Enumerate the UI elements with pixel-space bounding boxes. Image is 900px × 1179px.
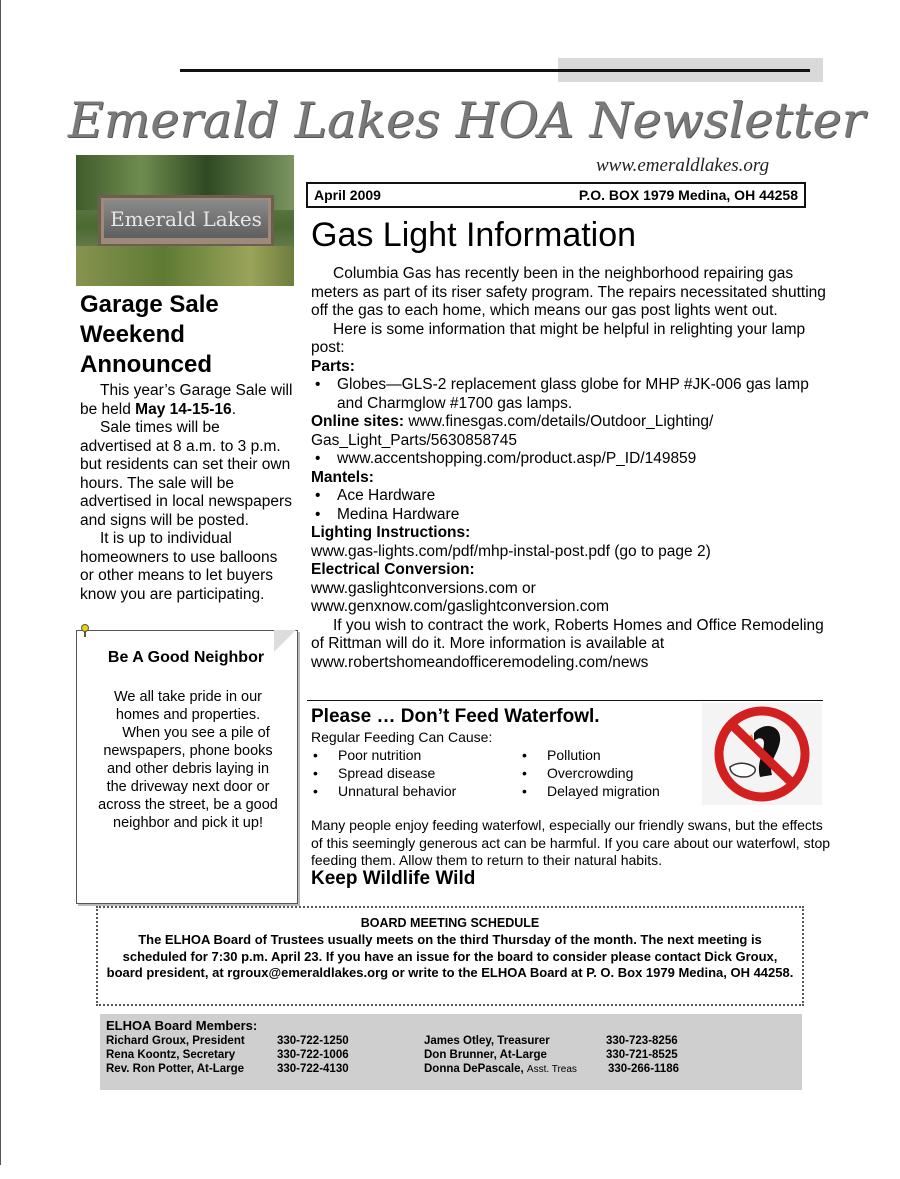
waterfowl-closing: Keep Wildlife Wild [311, 868, 476, 889]
entrance-sign-photo [76, 155, 294, 286]
list-item: • Pollution [520, 746, 700, 764]
newsletter-title: Emerald Lakes HOA Newsletter [68, 92, 865, 149]
good-neighbor-p1: We all take pride in our homes and properties. [113, 689, 263, 723]
photo-shrubs [76, 246, 294, 286]
good-neighbor-title: Be A Good Neighbor [107, 649, 265, 666]
mantels-item-1: • Ace Hardware [311, 487, 831, 506]
garage-sale-p3: It is up to individual homeowners to use balloons or other means to let buyers know you are participating. [80, 530, 278, 603]
gas-light-title: Gas Light Information [311, 216, 637, 254]
section-divider [307, 700, 823, 701]
remodeling-link[interactable]: www.robertshomeandofficeremodeling.com/news [311, 653, 649, 671]
garage-sale-p1 [80, 382, 294, 419]
website-link[interactable]: www.emeraldlakes.org [596, 155, 770, 176]
garage-sale-body [80, 382, 294, 604]
parts-item: • Globes—GLS-2 replacement glass globe for MHP #JK-006 gas lamp and Charmglow #1700 gas lamps. [311, 376, 831, 413]
garage-sale-title: Garage Sale Weekend Announced [80, 291, 219, 378]
issue-bar [306, 182, 806, 208]
waterfowl-subtitle: Regular Feeding Can Cause: [311, 729, 493, 745]
online-link-2[interactable]: • www.accentshopping.com/product.asp/P_ID/149859 [311, 450, 831, 469]
board-member-name: Richard Groux, President [106, 1035, 245, 1047]
board-member-phone: 330-722-1006 [277, 1049, 349, 1061]
mantels-heading: Mantels: [311, 468, 374, 486]
board-member-phone: 330-722-4130 [277, 1063, 349, 1075]
gas-p3: If you wish to contract the work, Roberts Homes and Office Remodeling of Rittman will do it. More information is available at [311, 616, 824, 652]
meeting-body: The ELHOA Board of Trustees usually meets on the third Thursday of the month. The next meeting is scheduled for 7:30 p.m. April 23. If you have an issue for the board to consider please contact Dick Groux, board president, at rgroux@emeraldlakes.org or write to the ELHOA Board at P. O. Box 1979 Medina, OH 44258. [106, 932, 794, 980]
board-member-role: Asst. Treas [526, 1064, 577, 1075]
header-rule [180, 69, 810, 72]
list-item: • Poor nutrition [311, 746, 511, 764]
board-member-name: Don Brunner, At-Large [424, 1049, 547, 1061]
meeting-title: BOARD MEETING SCHEDULE [360, 916, 540, 930]
board-member-name: Rev. Ron Potter, At-Large [106, 1063, 245, 1075]
gas-light-article [311, 265, 831, 672]
gas-p1: Columbia Gas has recently been in the neighborhood repairing gas meters as part of its riser safety program. The repairs necessitated shutting off the gas to each home, which means our gas post lights went out. [311, 265, 826, 319]
board-member-phone: 330-723-8256 [606, 1035, 678, 1047]
board-members-title: ELHOA Board Members: [106, 1018, 258, 1033]
board-member-phone: 330-722-1250 [277, 1035, 349, 1047]
electric-heading: Electrical Conversion: [311, 561, 475, 578]
gas-p2: Here is some information that might be helpful in relighting your lamp post: [311, 320, 806, 356]
board-member-name: Rena Koontz, Secretary [106, 1049, 236, 1061]
good-neighbor-p2: When you see a pile of newspapers, phone books and other debris laying in the driveway next door or across the street, be a good neighbor and pick it up! [98, 725, 278, 831]
page-edge [0, 0, 1, 1165]
waterfowl-list-1 [311, 746, 511, 800]
garage-sale-p2: Sale times will be advertised at 8 a.m. to 3 p.m. but residents can set their own hours. The sale will be advertised in local newspapers and signs will be posted. [80, 419, 292, 529]
lighting-heading: Lighting Instructions: [311, 524, 471, 541]
good-neighbor-body [96, 688, 280, 832]
board-member-phone: 330-721-8525 [606, 1049, 678, 1061]
parts-heading: Parts: [311, 357, 355, 375]
garage-sale-dates: May 14-15-16 [135, 400, 232, 418]
online-heading: Online sites: [311, 413, 405, 430]
waterfowl-paragraph: Many people enjoy feeding waterfowl, especially our friendly swans, but the effects of this seemingly generous act can be harmful. If you care about our waterfowl, stop feeding them. Allow them to return to their natural habits. [311, 817, 831, 868]
electric-link-1[interactable]: www.gaslightconversions.com or [311, 579, 536, 597]
no-feeding-sign-icon [702, 703, 822, 805]
waterfowl-list-2 [520, 746, 700, 800]
board-member-name-text: Donna DePascale, [424, 1063, 527, 1075]
board-member-name: James Otley, Treasurer [424, 1035, 550, 1047]
list-item: • Overcrowding [520, 764, 700, 782]
garage-sale-p1-text: This year’s Garage Sale will be held [80, 382, 293, 418]
list-item: • Spread disease [311, 764, 511, 782]
board-member-name [424, 1063, 577, 1075]
garage-sale-p1-end: . [231, 400, 236, 418]
board-member-phone: 330-266-1186 [608, 1063, 679, 1075]
photo-sign-text: Emerald Lakes [104, 200, 268, 238]
waterfowl-title: Please … Don’t Feed Waterfowl. [311, 706, 600, 727]
list-item: • Delayed migration [520, 782, 700, 800]
lighting-link[interactable]: www.gas-lights.com/pdf/mhp-instal-post.pdf (go to page 2) [311, 542, 711, 560]
online-link-1[interactable]: www.finesgas.com/details/Outdoor_Lighting/ Gas_Light_Parts/5630858745 [311, 413, 714, 449]
issue-date: April 2009 [314, 187, 381, 203]
mantels-item-2: • Medina Hardware [311, 506, 831, 525]
online-sites [311, 413, 831, 450]
mailing-address: P.O. BOX 1979 Medina, OH 44258 [578, 187, 798, 203]
pushpin-icon [80, 624, 90, 638]
list-item: • Unnatural behavior [311, 782, 511, 800]
electric-link-2[interactable]: www.genxnow.com/gaslightconversion.com [311, 598, 610, 615]
